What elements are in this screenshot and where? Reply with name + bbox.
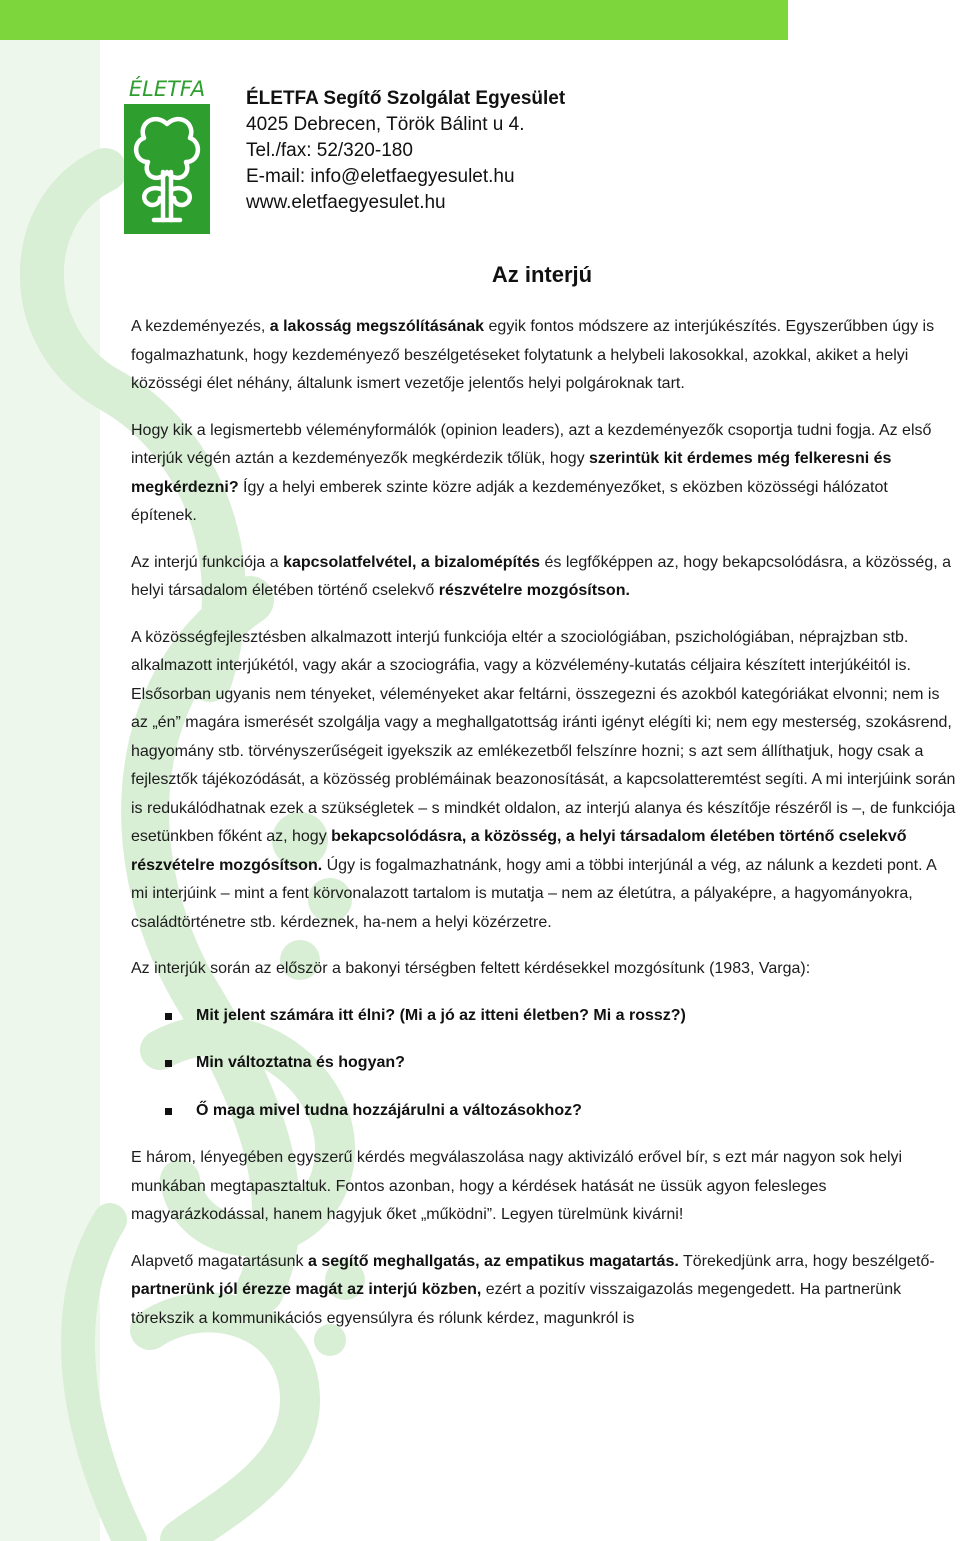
email-line[interactable]: E-mail: info@eletfaegyesulet.hu [246, 166, 515, 187]
question-text: Mit jelent számára itt élni? (Mi a jó az itteni életben? Mi a rossz?) [196, 1006, 686, 1024]
paragraphs-before-list [131, 313, 957, 984]
phone-line: Tel./fax: 52/320-180 [246, 140, 413, 161]
address-line: 4025 Debrecen, Török Bálint u 4. [246, 114, 525, 135]
text-run: Az interjúk során az először a bakonyi térségben feltett kérdésekkel mozgósítunk (1983, Varga): [131, 960, 811, 977]
text-run: ezért a pozitív visszaigazolás megengedett. Ha partnerünk törekszik a kommunikációs egyensúlyra és rólunk kérdez, magunkról is [131, 1281, 902, 1327]
text-run: Alapvető magatartásunk [131, 1252, 308, 1270]
question-item [131, 1002, 957, 1031]
question-text: Min változtatna és hogyan? [196, 1054, 405, 1071]
square-bullet-icon [165, 1060, 172, 1067]
body-paragraph [131, 313, 957, 399]
organization-contact-block [246, 86, 565, 216]
website-line[interactable]: www.eletfaegyesulet.hu [246, 192, 446, 213]
body-paragraph [131, 955, 957, 984]
document-title: Az interjú [491, 262, 593, 287]
text-run: Úgy is fogalmazhatnánk, hogy ami a többi interjúnál a vég, az nálunk a kezdeti pont. A mi interjúink – mint a fent körvonalazott tartalom is mutatja – nem az életútra, a pályaképre, a hagyományokra, családtörténetre stb. kérdeznek, ha-nem a helyi közérzetre. [131, 856, 936, 931]
question-item [131, 1097, 957, 1126]
text-run: Hogy kik a legismertebb véleményformálók (opinion leaders), azt a kezdeményezők csoportja tudni fogja. Az első interjúk végén aztán a kezdeményezők megkérdezik tőlük, hogy [131, 421, 932, 467]
text-run: A közösségfejlesztésben alkalmazott interjú funkciója eltér a szociológiában, pszichológiában, néprajzban stb. alkalmazott interjúkétól, vagy akár a szociográfia, vagy a közvélemény-kutatás céljaira készített interjúkéitól is. Elsősorban ugyanis nem tényeket, véleményeket akar feltárni, összegezni és azokból kategóriákat elvonni; nem is az „én” magára ismerését szolgálja vagy a meghallgatottság iránti igényt elégíti ki; nem egy mesterség, szokásrend, hagyomány stb. törvényszerűségeit igyekszik az emlékezetből felszínre hozni; s azt sem állíthatjuk, hogy csak a fejlesztők tájékozódását, a közösség problémáinak beazonosítását, a kapcsolatteremtést segíti. A mi interjúink során is redukálódhatnak ezek a szükségletek – s mindkét oldalon, az interjú alanya és készítője részéről is –, de funkciója esetünkben főként az, hogy [131, 628, 956, 845]
text-run: és legfőképpen az, hogy bekapcsolódásra, a közösség, a helyi társadalom életében történő cselekvő [131, 553, 952, 599]
body-paragraph [131, 624, 957, 938]
bold-text: a lakosság megszólításának [269, 318, 485, 335]
question-list [131, 1002, 957, 1126]
svg-text:ÉLETFA: ÉLETFA [128, 77, 206, 101]
question-text: Ő maga mivel tudna hozzájárulni a változásokhoz? [196, 1101, 582, 1119]
body-paragraph [131, 549, 957, 606]
square-bullet-icon [165, 1108, 172, 1115]
organization-name: ÉLETFA Segítő Szolgálat Egyesület [246, 88, 566, 109]
text-run: A kezdeményezés, [131, 318, 270, 335]
body-paragraph [131, 1144, 957, 1230]
text-run: E három, lényegében egyszerű kérdés megválaszolása nagy aktivizáló erővel bír, s ezt már nagyon sok helyi munkában megtapasztaltuk. Fontos azonban, hogy a kérdések hatását ne üssük agyon felesleges magyarázkodással, hanem hagyjuk őket „működni”. Legyen türelmünk kivárni! [131, 1149, 903, 1223]
bold-text: szerintük kit érdemes még felkeresni és megkérdezni? [131, 450, 892, 496]
question-item [131, 1049, 957, 1078]
bold-text: bekapcsolódásra, a közösség, a helyi társadalom életében történő cselekvő részvételre mozgósítson. [131, 828, 907, 874]
paragraphs-after-list [131, 1144, 957, 1333]
bold-text: kapcsolatfelvétel, a bizalomépítés [283, 553, 541, 571]
text-run: Törekedjünk arra, hogy beszélgető- [678, 1252, 935, 1270]
top-green-bar [0, 0, 788, 40]
bold-text: a segítő meghallgatás, az empatikus magatartás. [308, 1252, 679, 1270]
text-run: egyik fontos módszere az interjúkészítés. Egyszerűbben úgy is fogalmazhatunk, hogy kezdeményező beszélgetéseket folytatunk a helybeli lakosokkal, azokkal, akiket a helyi közösségi élet néhány, általunk ismert vezetője jelentős helyi polgároknak tart. [131, 318, 935, 392]
eletfa-logo [124, 72, 210, 234]
bold-text: részvételre mozgósítson. [438, 582, 630, 599]
document-body [131, 313, 957, 1351]
square-bullet-icon [165, 1013, 172, 1020]
text-run: Az interjú funkciója a [131, 553, 284, 571]
body-paragraph [131, 1248, 957, 1334]
text-run: Így a helyi emberek szinte közre adják a kezdeményezőket, s eközben közösségi hálózatot építenek. [131, 478, 888, 524]
body-paragraph [131, 417, 957, 531]
tree-logo-icon [124, 72, 210, 234]
bold-text: partnerünk jól érezze magát az interjú közben, [131, 1281, 482, 1298]
